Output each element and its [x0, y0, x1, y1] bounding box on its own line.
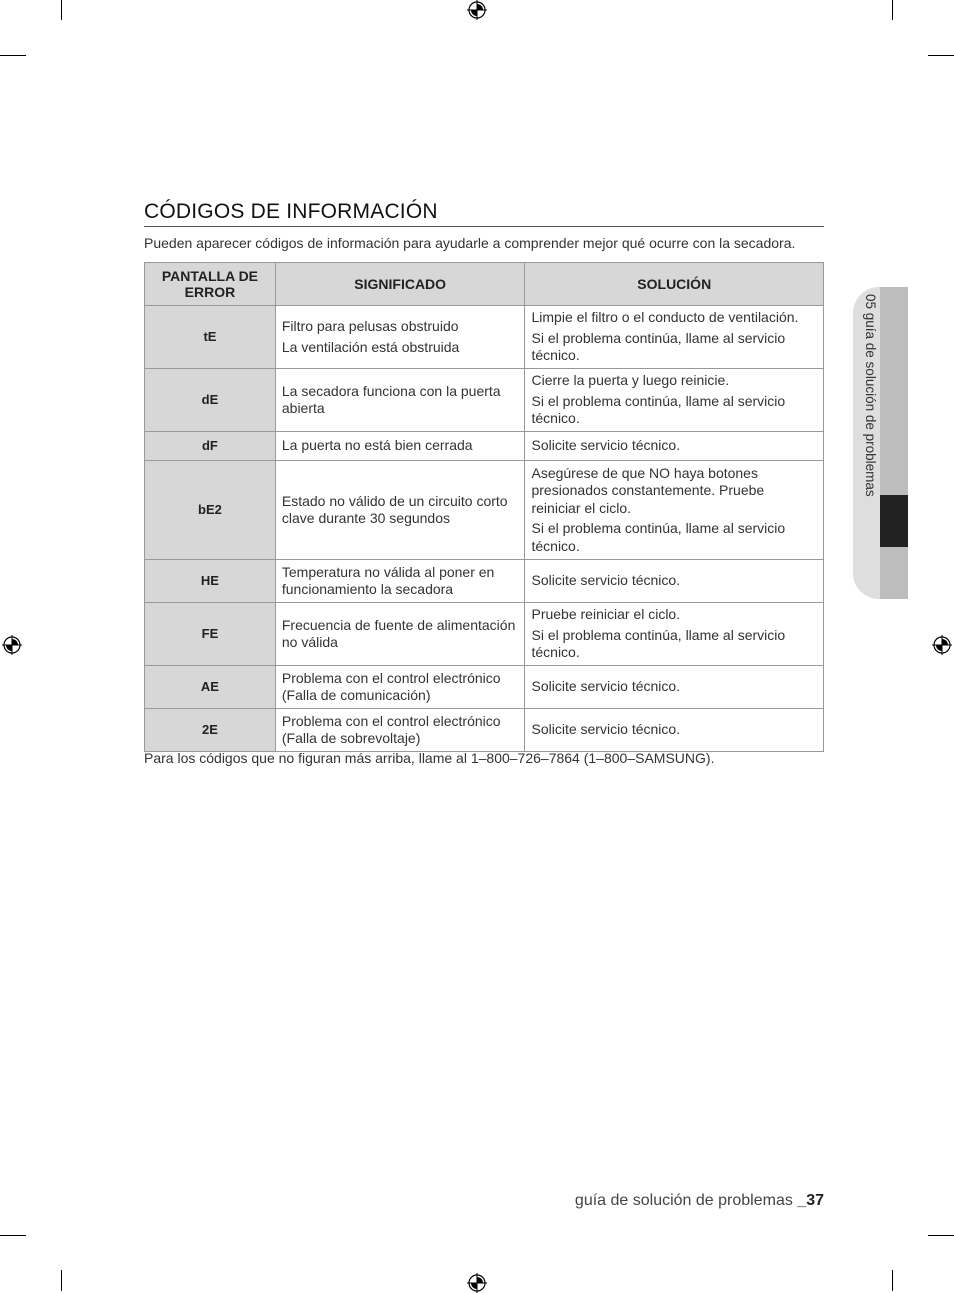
table-row	[145, 666, 824, 709]
error-code: FE	[145, 603, 276, 666]
table-row	[145, 306, 824, 369]
page-title: CÓDIGOS DE INFORMACIÓN	[144, 200, 824, 227]
registration-mark-icon	[932, 635, 952, 655]
meaning-line: Problema con el control electrónico (Falla de comunicación)	[281, 669, 501, 703]
error-code: 2E	[145, 709, 276, 752]
meaning-line: La puerta no está bien cerrada	[281, 437, 473, 454]
chapter-tab-marker	[880, 495, 908, 547]
solution-cell	[525, 306, 824, 369]
solution-line: Solicite servicio técnico.	[531, 678, 681, 695]
page-footer	[575, 1192, 824, 1210]
chapter-tab-label: 05 guía de solución de problemas	[863, 294, 878, 497]
meaning-cell	[275, 461, 525, 560]
table-row	[145, 603, 824, 666]
solution-cell	[525, 603, 824, 666]
column-header-code: PANTALLA DE ERROR	[145, 263, 276, 306]
solution-cell	[525, 432, 824, 461]
info-codes-table	[144, 262, 824, 752]
error-code: dE	[145, 369, 276, 432]
solution-line: Si el problema continúa, llame al servicio técnico.	[531, 626, 786, 661]
error-code: dF	[145, 432, 276, 461]
solution-line: Cierre la puerta y luego reinicie.	[531, 372, 730, 389]
table-row	[145, 709, 824, 752]
meaning-cell	[275, 666, 525, 709]
solution-cell	[525, 666, 824, 709]
crop-mark-br-v	[892, 1270, 893, 1291]
solution-line: Pruebe reiniciar el ciclo.	[531, 606, 681, 623]
solution-line: Solicite servicio técnico.	[531, 437, 681, 454]
meaning-line: La ventilación está obstruida	[281, 338, 460, 355]
error-code: AE	[145, 666, 276, 709]
meaning-cell	[275, 603, 525, 666]
meaning-cell	[275, 709, 525, 752]
registration-mark-icon	[467, 0, 487, 20]
crop-mark-tl-v	[61, 0, 62, 20]
intro-text: Pueden aparecer códigos de información para ayudarle a comprender mejor qué ocurre con la secadora.	[144, 235, 796, 251]
crop-mark-tr-v	[892, 0, 893, 20]
solution-line: Si el problema continúa, llame al servicio técnico.	[531, 392, 786, 427]
crop-mark-bl-v	[61, 1270, 62, 1291]
error-code: bE2	[145, 461, 276, 560]
table-header-row	[145, 263, 824, 306]
solution-cell	[525, 709, 824, 752]
solution-line: Solicite servicio técnico.	[531, 572, 681, 589]
footnote: Para los códigos que no figuran más arriba, llame al 1–800–726–7864 (1–800–SAMSUNG).	[144, 750, 715, 766]
meaning-line: Problema con el control electrónico (Falla de sobrevoltaje)	[281, 712, 501, 746]
crop-mark-tr-h	[928, 55, 954, 56]
registration-mark-icon	[467, 1273, 487, 1293]
error-code: HE	[145, 560, 276, 603]
meaning-cell	[275, 432, 525, 461]
solution-line: Si el problema continúa, llame al servicio técnico.	[531, 520, 786, 554]
page-number: _37	[797, 1192, 824, 1209]
column-header-meaning: SIGNIFICADO	[275, 263, 525, 306]
table-row	[145, 461, 824, 560]
error-code: tE	[145, 306, 276, 369]
solution-cell	[525, 369, 824, 432]
crop-mark-tl-h	[0, 55, 26, 56]
solution-line: Limpie el filtro o el conducto de ventilación.	[531, 309, 799, 326]
solution-line: Solicite servicio técnico.	[531, 721, 681, 738]
solution-line: Asegúrese de que NO haya botones presionados constantemente. Pruebe reiniciar el ciclo.	[531, 464, 765, 516]
solution-cell	[525, 560, 824, 603]
meaning-cell	[275, 369, 525, 432]
crop-mark-bl-h	[0, 1235, 26, 1236]
meaning-cell	[275, 306, 525, 369]
meaning-line: Temperatura no válida al poner en funcionamiento la secadora	[281, 563, 495, 597]
table-row	[145, 369, 824, 432]
meaning-line: Estado no válido de un circuito corto clave durante 30 segundos	[281, 492, 508, 526]
footer-section-name: guía de solución de problemas	[574, 1192, 793, 1209]
table-row	[145, 432, 824, 461]
crop-mark-br-h	[928, 1235, 954, 1236]
chapter-tab-strip	[880, 287, 908, 599]
meaning-cell	[275, 560, 525, 603]
registration-mark-icon	[2, 635, 22, 655]
solution-line: Si el problema continúa, llame al servicio técnico.	[531, 329, 786, 364]
meaning-line: Frecuencia de fuente de alimentación no válida	[281, 616, 516, 650]
table-row	[145, 560, 824, 603]
solution-cell	[525, 461, 824, 560]
meaning-line: Filtro para pelusas obstruido	[281, 318, 459, 334]
column-header-solution: SOLUCIÓN	[525, 263, 824, 306]
meaning-line: La secadora funciona con la puerta abierta	[281, 382, 501, 416]
